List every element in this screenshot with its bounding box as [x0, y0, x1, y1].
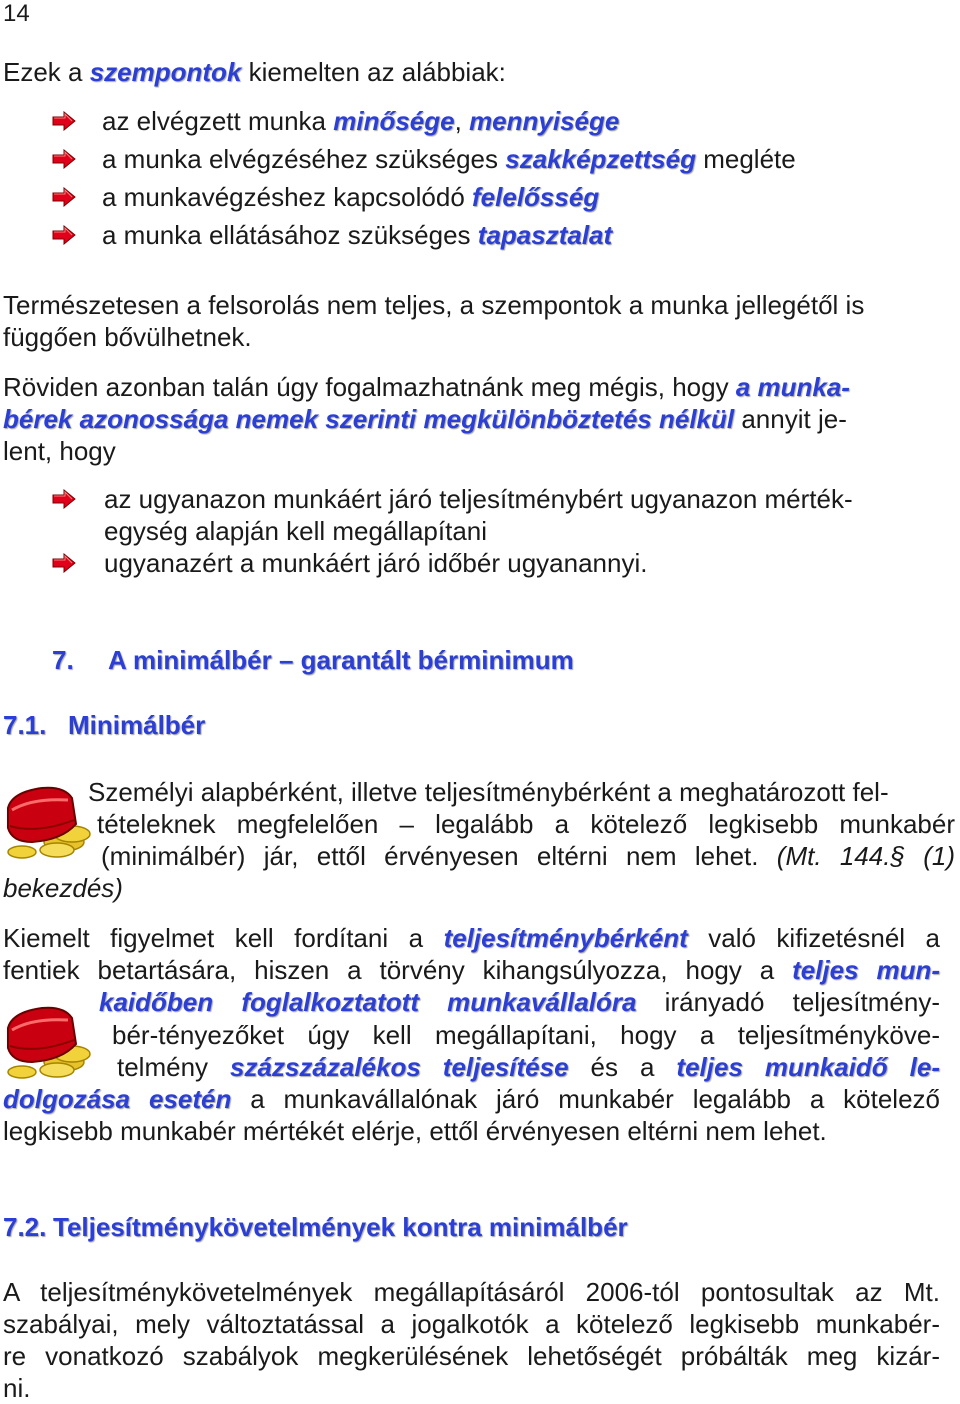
subsection-number: 7.2.: [3, 1212, 47, 1242]
list-item-line: az ugyanazon munkáért járó teljesítménybért ugyanazon mérték-: [104, 484, 853, 514]
paragraph-line: szabályai, mely változtatással a jogalkotók a kötelező legkisebb munkabér-: [3, 1309, 940, 1339]
list-item: az elvégzett munka minősége, mennyisége: [102, 106, 620, 136]
paragraph-line: Személyi alapbérként, illetve teljesítménybérként a meghatározott fel-: [88, 777, 889, 807]
paragraph-line: re vonatkozó szabályok megkerülésének lehetőségét próbálták meg kizár-: [3, 1341, 940, 1371]
list-item: a munkavégzéshez kapcsolódó felelősség: [102, 182, 600, 212]
list-item-line: ugyanazért a munkáért járó időbér ugyanannyi.: [104, 548, 648, 578]
paragraph-line: tételeknek megfelelően – legalább a kötelező legkisebb munkabér: [97, 809, 955, 839]
list-item: a munka ellátásához szükséges tapasztalat: [102, 220, 613, 250]
list-item-line: egység alapján kell megállapítani: [104, 516, 488, 546]
paragraph-line: bérek azonossága nemek szerinti megkülönböztetés nélkül annyit je-: [3, 404, 847, 434]
paragraph-line: dolgozása esetén a munkavállalónak járó munkabér legalább a kötelező: [3, 1084, 940, 1114]
paragraph-line: kaidőben foglalkoztatott munkavállalóra irányadó teljesítmény-: [99, 987, 940, 1017]
paragraph-line: bekezdés): [3, 873, 123, 903]
section-heading: A minimálbér – garantált bérminimum: [108, 645, 574, 675]
paragraph-line: A teljesítménykövetelmények megállapításáról 2006-tól pontosultak az Mt.: [3, 1277, 940, 1307]
paragraph-line: fentiek betartására, hiszen a törvény kihangsúlyozza, hogy a teljes mun-: [3, 955, 940, 985]
page-number: 14: [3, 0, 30, 27]
intro-text-end: kiemelten az alábbiak:: [241, 57, 506, 87]
paragraph-line: legkisebb munkabér mértékét elérje, ettől érvényesen eltérni nem lehet.: [3, 1116, 827, 1146]
red-arrow-bullet-icon: [52, 149, 76, 169]
paragraph-line: Kiemelt figyelmet kell fordítani a teljesítménybérként való kifizetésnél a: [3, 923, 940, 953]
red-arrow-bullet-icon: [52, 225, 76, 245]
intro-line: [3, 57, 506, 88]
paragraph-line: telmény százszázalékos teljesítése és a teljes munkaidő le-: [117, 1052, 940, 1082]
intro-highlight: szempontok: [89, 57, 242, 87]
subsection-number: 7.1.: [3, 710, 47, 740]
intro-text: Ezek a: [3, 57, 90, 87]
paragraph-line: lent, hogy: [3, 436, 116, 466]
list-item: a munka elvégzéséhez szükséges szakképzettség megléte: [102, 144, 796, 174]
paragraph-line: (minimálbér) jár, ettől érvényesen eltérni nem lehet. (Mt. 144.§ (1): [101, 841, 955, 871]
paragraph-line: függően bővülhetnek.: [3, 322, 252, 352]
section-number: 7.: [52, 645, 74, 675]
subsection-heading: Teljesítménykövetelmények kontra minimálbér: [53, 1212, 628, 1242]
subsection-heading: Minimálbér: [68, 710, 206, 740]
red-arrow-bullet-icon: [52, 187, 76, 207]
paragraph-line: bér-tényezőket úgy kell megállapítani, hogy a teljesítménykövе-: [112, 1020, 940, 1050]
red-wallet-coins-icon: [2, 1000, 92, 1080]
red-arrow-bullet-icon: [52, 553, 76, 573]
red-arrow-bullet-icon: [52, 489, 76, 509]
paragraph-line: Röviden azonban talán úgy fogalmazhatnánk meg mégis, hogy a munka-: [3, 372, 850, 402]
paragraph-line: ni.: [3, 1373, 31, 1403]
red-arrow-bullet-icon: [52, 111, 76, 131]
red-wallet-coins-icon: [2, 780, 92, 860]
paragraph-line: Természetesen a felsorolás nem teljes, a szempontok a munka jellegétől is: [3, 290, 865, 320]
